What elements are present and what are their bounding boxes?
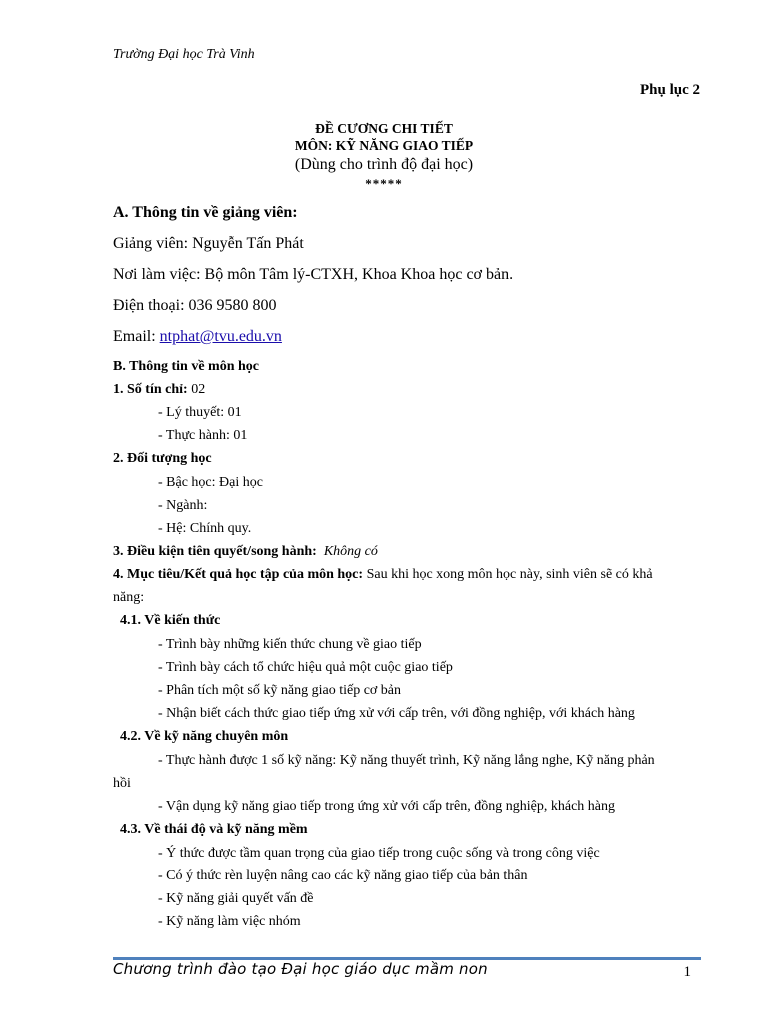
credits-line [113,382,205,398]
skills-item-cont: hồi [113,776,131,791]
header-school: Trường Đại học Trà Vinh [113,47,255,62]
phone-line: Điện thoại: 036 9580 800 [113,297,277,314]
major-line: - Ngành: [158,498,208,513]
audience-heading: 2. Đối tượng học [113,451,212,466]
knowledge-item: - Nhận biết cách thức giao tiếp ứng xử với cấp trên, với đồng nghiệp, với khách hàng [158,706,635,721]
credits-label: 1. Số tín chỉ: [113,382,188,397]
goals-text-cont: năng: [113,590,145,605]
page-number: 1 [683,964,691,980]
section-a-heading: A. Thông tin về giảng viên: [113,204,298,221]
prereq-line [113,544,378,560]
footer-program: Chương trình đào tạo Đại học giáo dục mầm non [113,960,488,978]
knowledge-item: - Trình bày những kiến thức chung về giao tiếp [158,637,422,652]
skills-item: - Thực hành được 1 số kỹ năng: Kỹ năng thuyết trình, Kỹ năng lắng nghe, Kỹ năng phản [158,753,655,768]
system-line: - Hệ: Chính quy. [158,521,252,536]
level-line: - Bậc học: Đại học [158,475,263,490]
section-b-heading: B. Thông tin về môn học [113,359,259,374]
appendix-label: Phụ lục 2 [639,82,700,98]
doc-title: ĐỀ CƯƠNG CHI TIẾT [315,121,453,136]
knowledge-item: - Phân tích một số kỹ năng giao tiếp cơ bản [158,683,402,698]
prereq-label: 3. Điều kiện tiên quyết/song hành: [113,544,317,559]
theory-credits: - Lý thuyết: 01 [158,405,242,420]
knowledge-item: - Trình bày cách tổ chức hiệu quả một cuộc giao tiếp [158,660,453,675]
workplace-line: Nơi làm việc: Bộ môn Tâm lý-CTXH, Khoa Khoa học cơ bản. [113,266,514,283]
attitude-item: - Kỹ năng giải quyết vấn đề [158,891,314,906]
attitude-heading: 4.3. Về thái độ và kỹ năng mềm [120,822,308,837]
goals-label: 4. Mục tiêu/Kết quả học tập của môn học: [113,567,364,582]
knowledge-heading: 4.1. Về kiến thức [120,613,221,628]
email-line [113,328,282,346]
skills-heading: 4.2. Về kỹ năng chuyên môn [120,729,289,744]
practice-credits: - Thực hành: 01 [158,428,248,443]
attitude-item: - Kỹ năng làm việc nhóm [158,914,301,929]
skills-item: - Vận dụng kỹ năng giao tiếp trong ứng xử với cấp trên, đồng nghiệp, khách hàng [158,799,616,814]
course-scope: (Dùng cho trình độ đại học) [294,156,474,173]
credits-value: 02 [187,382,206,397]
prereq-value: Không có [323,544,378,559]
course-title: MÔN: KỸ NĂNG GIAO TIẾP [294,138,474,153]
attitude-item: - Có ý thức rèn luyện nâng cao các kỹ năng giao tiếp của bản thân [158,868,528,883]
attitude-item: - Ý thức được tầm quan trọng của giao tiếp trong cuộc sống và trong công việc [158,846,600,861]
lecturer-line: Giảng viên: Nguyễn Tấn Phát [113,235,304,252]
email-link[interactable]: ntphat@tvu.edu.vn [159,328,282,345]
title-separator: ***** [365,176,403,191]
goals-line [113,567,653,583]
goals-text: Sau khi học xong môn học này, sinh viên sẽ có khả [363,567,653,582]
email-label: Email: [113,328,160,345]
